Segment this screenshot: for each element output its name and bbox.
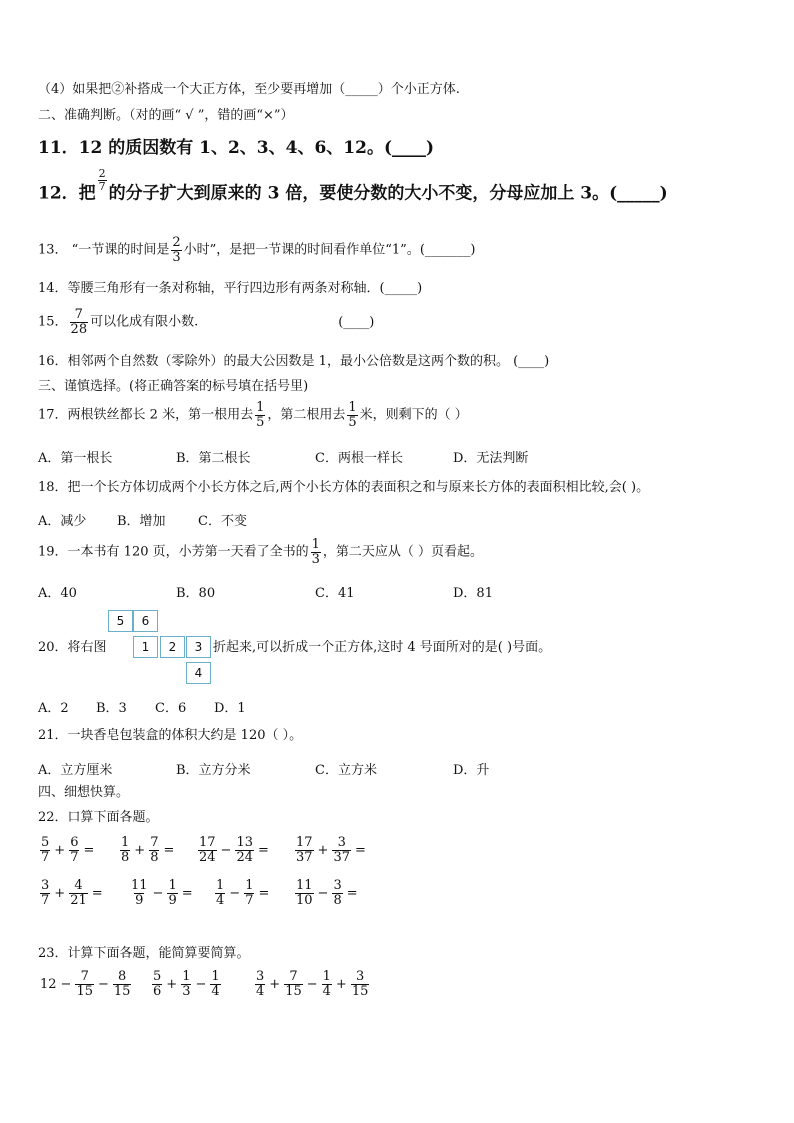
numerator: 6 [70, 835, 79, 850]
numerator: 1 [182, 969, 191, 984]
fraction [75, 970, 94, 998]
question-21-option-c[interactable]: C．立方米 [315, 763, 377, 778]
denominator: 8 [150, 849, 159, 865]
question-19-option-b[interactable]: B．80 [176, 586, 216, 601]
question-16: 16．相邻两个自然数（零除外）的最大公因数是 1，最小公倍数是这两个数的积。 (____) [38, 354, 550, 369]
fraction [284, 970, 303, 998]
numerator: 7 [80, 969, 89, 984]
oral-calc-6 [128, 879, 195, 907]
denominator: 3 [182, 983, 191, 999]
math-token: − [98, 976, 109, 992]
question-12-pre: 把 [78, 183, 96, 204]
question-19-post: ，第二天应从（ ）页看起。 [322, 544, 484, 560]
math-token: = [258, 842, 269, 858]
fraction [347, 401, 357, 429]
fraction [332, 836, 351, 864]
numerator: 5 [153, 969, 162, 984]
fraction [210, 970, 220, 998]
math-token: + [269, 976, 281, 992]
math-token: = [181, 885, 193, 901]
denominator: 7 [98, 179, 106, 193]
fraction [113, 970, 132, 998]
question-15 [38, 308, 374, 336]
math-token: − [306, 976, 318, 992]
question-18-option-a[interactable]: A．减少 [38, 514, 87, 529]
fraction [152, 970, 162, 998]
numerator: 7 [150, 835, 159, 850]
question-21-option-b[interactable]: B．立方分米 [176, 763, 251, 778]
question-12-number: 12． [38, 183, 79, 204]
oral-calc-7 [213, 879, 271, 907]
question-15-blank: (____) [338, 314, 375, 330]
numerator: 17 [199, 835, 216, 850]
question-17-option-c[interactable]: C．两根一样长 [315, 451, 403, 466]
math-token: − [152, 885, 164, 901]
fraction [332, 879, 342, 907]
denominator: 15 [76, 983, 93, 999]
math-token: = [355, 842, 366, 858]
fraction [69, 879, 88, 907]
numerator: 3 [337, 835, 346, 850]
denominator: 7 [70, 849, 79, 865]
fraction [215, 879, 225, 907]
math-token: − [60, 976, 72, 992]
question-20-post: 折起来,可以折成一个正方体,这时 4 号面所对的是( )号面。 [213, 640, 552, 655]
question-20-option-d[interactable]: D．1 [214, 701, 246, 716]
denominator: 37 [333, 849, 350, 865]
numerator: 17 [296, 835, 313, 850]
fraction [311, 538, 321, 566]
question-14: 14．等腰三角形有一条对称轴，平行四边形有两条对称轴．(_____) [38, 281, 423, 296]
numerator: 7 [74, 307, 83, 322]
denominator: 7 [41, 892, 50, 908]
question-17-option-d[interactable]: D．无法判断 [453, 451, 529, 466]
question-19-option-a[interactable]: A．40 [38, 586, 77, 601]
fraction [120, 836, 130, 864]
math-token: + [54, 885, 66, 901]
oral-calc-2 [118, 836, 176, 864]
calc-expr-1 [38, 970, 133, 998]
numerator: 11 [131, 878, 148, 893]
math-token: + [335, 976, 347, 992]
fraction [167, 879, 177, 907]
calc-expr-2 [150, 970, 223, 998]
numerator: 1 [322, 969, 331, 984]
fraction [149, 836, 159, 864]
denominator: 15 [113, 983, 131, 999]
question-17-mid: ，第二根用去 [267, 407, 346, 423]
question-13-pre: 13． “一节课的时间是 [38, 242, 170, 258]
numerator: 3 [355, 969, 365, 984]
oral-calc-8 [293, 879, 360, 907]
numerator: 2 [172, 235, 181, 250]
question-13-post: 小时”，是把一节课的时间看作单位“1”。(_______) [183, 242, 476, 258]
denominator: 10 [296, 892, 313, 908]
question-19 [38, 538, 483, 566]
denominator: 7 [245, 892, 254, 908]
math-token: + [54, 842, 66, 858]
fraction [351, 970, 370, 998]
question-17-option-b[interactable]: B．第二根长 [176, 451, 251, 466]
question-13 [38, 236, 475, 264]
denominator: 4 [211, 983, 220, 999]
net-face-6: 6 [133, 610, 158, 632]
numerator: 1 [348, 400, 357, 415]
net-face-2: 2 [160, 636, 185, 658]
numerator: 7 [289, 969, 298, 984]
denominator: 5 [256, 414, 265, 430]
fraction [130, 879, 149, 907]
question-18: 18．把一个长方体切成两个小长方体之后,两个小长方体的表面积之和与原来长方体的表面积相比较,会( )。 [38, 480, 650, 495]
question-20-pre: 20．将右图 [38, 640, 107, 655]
numerator: 5 [41, 835, 50, 850]
denominator: 5 [348, 414, 357, 430]
fraction [40, 836, 50, 864]
question-19-pre: 19．一本书有 120 页，小芳第一天看了全书的 [38, 544, 309, 560]
denominator: 3 [311, 551, 320, 567]
numerator: 1 [211, 969, 220, 984]
question-17-pre: 17．两根铁丝都长 2 米，第一根用去 [38, 407, 254, 423]
denominator: 4 [216, 892, 225, 908]
numerator: 3 [333, 878, 342, 893]
question-21-option-a[interactable]: A．立方厘米 [38, 763, 113, 778]
math-token: 12 [40, 976, 57, 992]
question-20-option-a[interactable]: A．2 [38, 701, 69, 716]
oral-calc-3 [196, 836, 271, 864]
numerator: 8 [118, 969, 127, 984]
numerator: 1 [311, 537, 320, 552]
denominator: 15 [285, 983, 302, 999]
math-token: = [91, 885, 103, 901]
numerator: 1 [168, 878, 177, 893]
fraction [295, 836, 314, 864]
question-18-option-b[interactable]: B．增加 [117, 514, 166, 529]
denominator: 24 [199, 849, 216, 865]
question-17-post: 米，则剩下的（ ） [359, 407, 468, 423]
denominator: 8 [121, 849, 130, 865]
numerator: 11 [296, 878, 313, 893]
math-token: − [195, 976, 207, 992]
fraction [40, 879, 50, 907]
math-token: = [346, 885, 358, 901]
question-15-pre: 15． [38, 314, 68, 330]
question-11: 11．12 的质因数有 1、2、3、4、6、12。(____) [38, 138, 435, 158]
denominator: 8 [333, 892, 342, 908]
denominator: 7 [41, 849, 50, 865]
question-21-option-d[interactable]: D．升 [453, 763, 490, 778]
denominator: 4 [322, 983, 331, 999]
math-token: + [166, 976, 178, 992]
math-token: = [83, 842, 95, 858]
net-face-1: 1 [133, 636, 158, 658]
question-4-text: （4）如果把②补搭成一个大正方体，至少要再增加（_____）个小正方体. [38, 82, 460, 97]
question-19-option-d[interactable]: D．81 [453, 586, 493, 601]
numerator: 13 [236, 835, 253, 850]
net-face-3: 3 [186, 636, 211, 658]
denominator: 9 [168, 892, 177, 908]
question-23-title: 23．计算下面各题，能简算要简算。 [38, 946, 250, 961]
fraction [181, 970, 191, 998]
question-20-option-c[interactable]: C．6 [155, 701, 187, 716]
question-18-option-c[interactable]: C．不变 [198, 514, 247, 529]
question-12 [38, 167, 668, 206]
math-token: − [220, 842, 232, 858]
question-21: 21．一块香皂包装盒的体积大约是 120（ ）。 [38, 728, 303, 743]
math-token: = [163, 842, 175, 858]
section-2-heading: 二、准确判断。（对的画“ √ ”，错的画“×”） [38, 108, 294, 123]
numerator: 1 [256, 400, 265, 415]
fraction [69, 836, 79, 864]
math-token: + [317, 842, 329, 858]
fraction [255, 970, 265, 998]
math-token: − [317, 885, 329, 901]
denominator: 21 [70, 892, 87, 908]
fraction [98, 168, 107, 192]
fraction [70, 308, 89, 336]
numerator: 1 [245, 878, 254, 893]
numerator: 1 [121, 835, 130, 850]
fraction [198, 836, 217, 864]
question-19-option-c[interactable]: C．41 [315, 586, 355, 601]
question-17-option-a[interactable]: A．第一根长 [38, 451, 113, 466]
numerator: 3 [256, 969, 265, 984]
denominator: 37 [296, 849, 313, 865]
question-15-post: 可以化成有限小数. [90, 314, 199, 330]
calc-expr-3 [253, 970, 371, 998]
oral-calc-5 [38, 879, 105, 907]
question-22-title: 22．口算下面各题。 [38, 810, 159, 825]
denominator: 6 [153, 983, 162, 999]
fraction [295, 879, 314, 907]
question-12-text: 的分子扩大到原来的 3 倍，要使分数的大小不变，分母应加上 3。(_____) [108, 183, 668, 204]
fraction [255, 401, 265, 429]
numerator: 4 [74, 878, 83, 893]
denominator: 28 [70, 321, 88, 337]
fraction [235, 836, 254, 864]
math-token: + [134, 842, 146, 858]
fraction [322, 970, 332, 998]
net-face-5: 5 [108, 610, 133, 632]
denominator: 3 [172, 249, 181, 265]
question-20-option-b[interactable]: B．3 [96, 701, 127, 716]
numerator: 2 [98, 167, 106, 180]
fraction [171, 236, 181, 264]
denominator: 24 [236, 849, 253, 865]
denominator: 4 [256, 983, 265, 999]
fraction [244, 879, 254, 907]
net-face-4: 4 [186, 662, 211, 684]
question-17 [38, 401, 468, 429]
math-token: − [229, 885, 241, 901]
section-4-heading: 四、细想快算。 [38, 785, 130, 800]
numerator: 3 [41, 878, 50, 893]
denominator: 9 [135, 892, 144, 908]
numerator: 1 [216, 878, 225, 893]
oral-calc-4 [293, 836, 368, 864]
section-3-heading: 三、谨慎选择。(将正确答案的标号填在括号里) [38, 379, 309, 394]
oral-calc-1 [38, 836, 96, 864]
denominator: 15 [351, 983, 369, 999]
math-token: = [258, 885, 270, 901]
